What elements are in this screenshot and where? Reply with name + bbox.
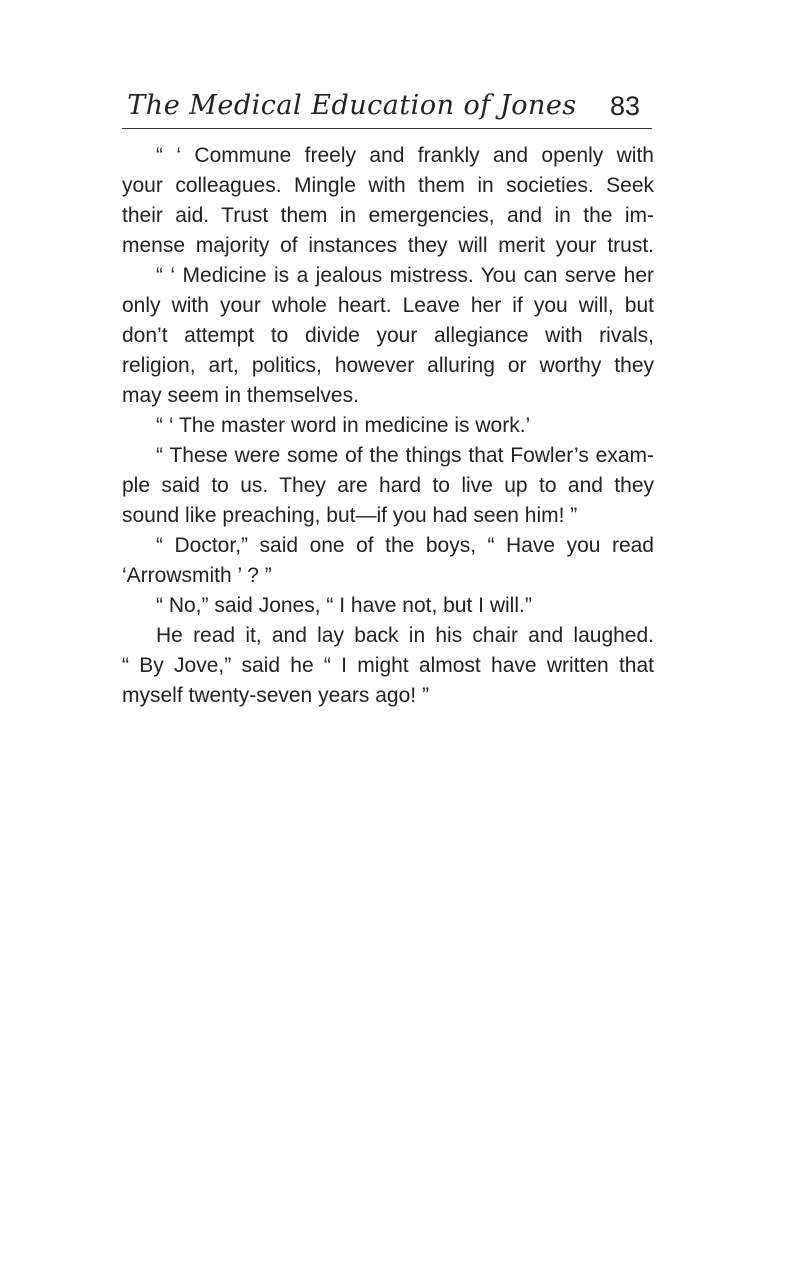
text-line: your colleagues. Mingle with them in societies. Seek: [122, 174, 654, 197]
text-line: “ Doctor,” said one of the boys, “ Have you read: [156, 534, 654, 557]
running-header: [122, 88, 652, 129]
text-line: “ ‘ The master word in medicine is work.’: [156, 414, 531, 437]
text-line: ple said to us. They are hard to live up to and they: [122, 474, 654, 497]
text-line: “ By Jove,” said he “ I might almost have written that: [122, 654, 654, 677]
page-number: 83: [609, 91, 640, 121]
text-line: He read it, and lay back in his chair and laughed.: [156, 624, 654, 647]
text-line: “ ‘ Medicine is a jealous mistress. You can serve her: [156, 264, 654, 287]
text-line: may seem in themselves.: [122, 384, 359, 407]
running-title: The Medical Education of Jones: [127, 90, 577, 121]
text-line: “ No,” said Jones, “ I have not, but I will.”: [156, 594, 532, 617]
text-line: ‘Arrowsmith ’ ? ”: [122, 564, 272, 587]
text-line: only with your whole heart. Leave her if you will, but: [122, 294, 654, 317]
text-line: mense majority of instances they will merit your trust.: [122, 234, 654, 257]
text-line: “ ‘ Commune freely and frankly and openly with: [156, 144, 654, 167]
text-line: “ These were some of the things that Fowler’s exam-: [156, 444, 654, 467]
text-line: their aid. Trust them in emergencies, and in the im-: [122, 204, 654, 227]
text-line: don’t attempt to divide your allegiance with rivals,: [122, 324, 654, 347]
text-line: sound like preaching, but—if you had seen him! ”: [122, 504, 578, 527]
text-line: religion, art, politics, however alluring or worthy they: [122, 354, 654, 377]
text-line: myself twenty-seven years ago! ”: [122, 684, 429, 707]
body-text: [122, 141, 654, 711]
